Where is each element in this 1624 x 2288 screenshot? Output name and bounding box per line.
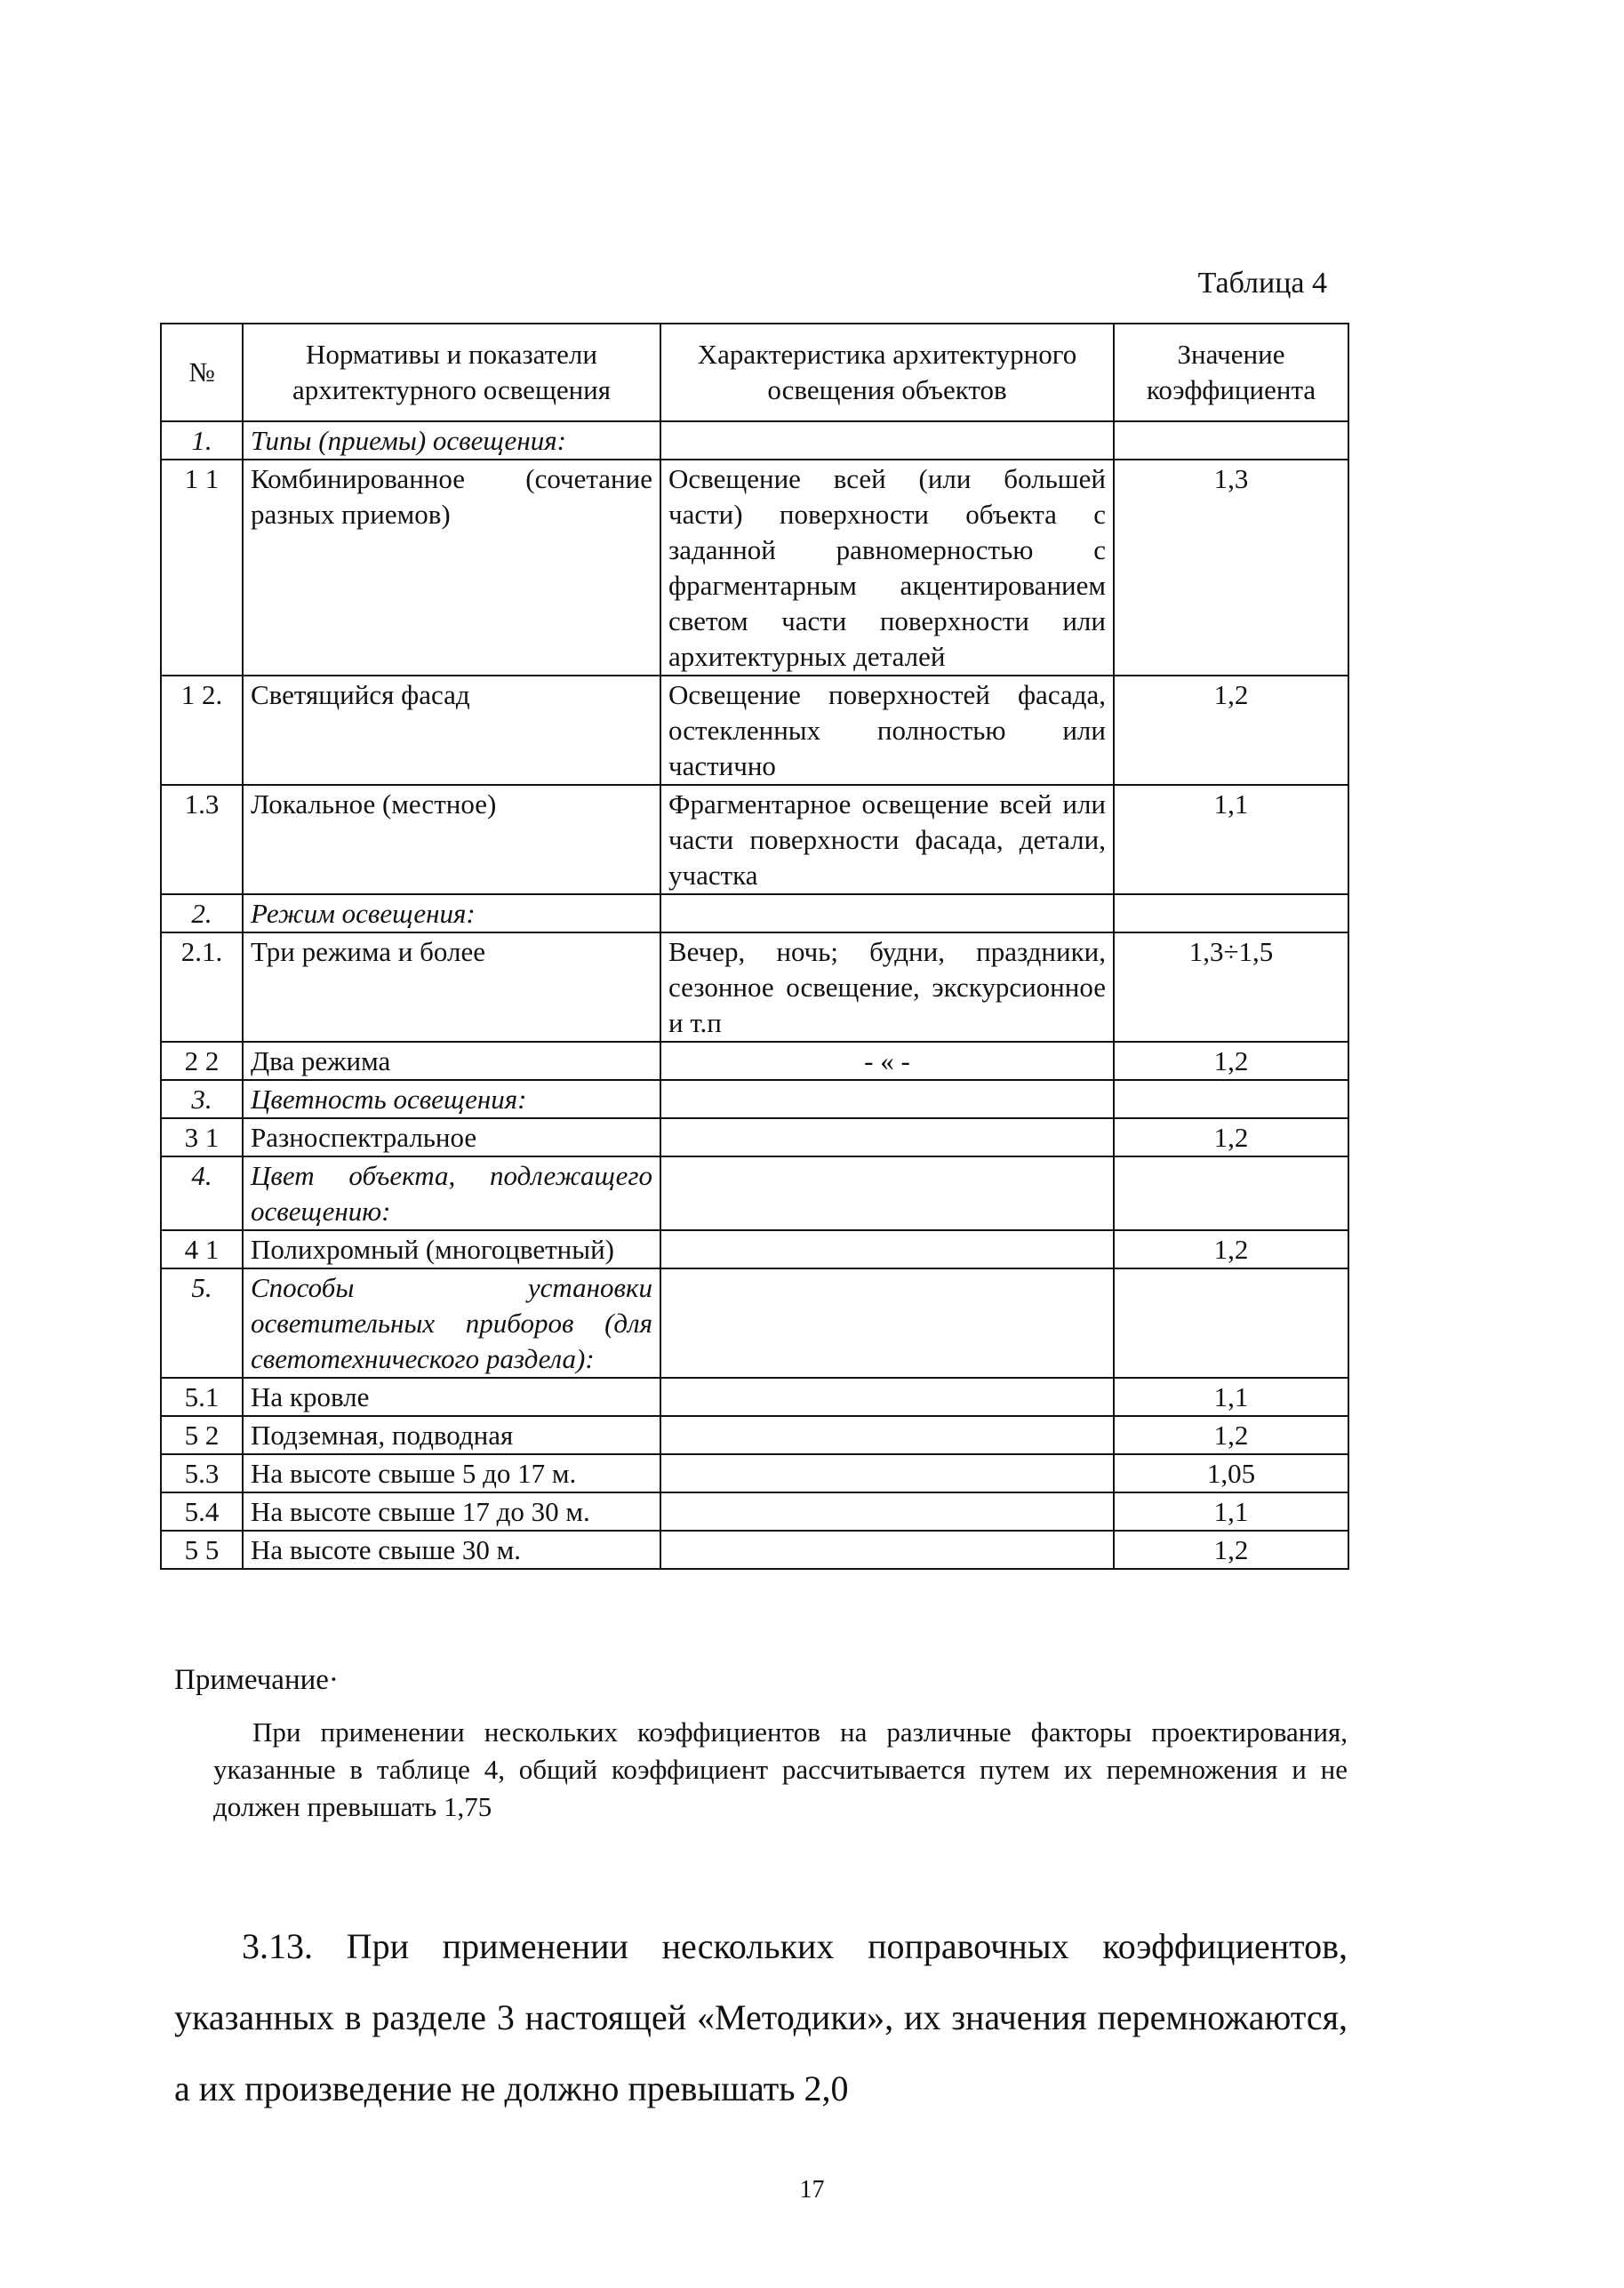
row-num: 5.3 [161, 1454, 243, 1492]
row-coef [1114, 1156, 1348, 1230]
row-num: 1 1 [161, 460, 243, 676]
row-desc: Освещение поверхностей фасада, остекленных полностью или частично [660, 676, 1114, 785]
header-num: № [161, 324, 243, 421]
table-row-section [161, 1156, 1348, 1230]
row-norm: На высоте свыше 5 до 17 м. [243, 1454, 660, 1492]
row-coef: 1,1 [1114, 1378, 1348, 1416]
row-desc [660, 1268, 1114, 1378]
row-coef: 1,2 [1114, 1118, 1348, 1156]
row-num: 1 2. [161, 676, 243, 785]
table-row [161, 1230, 1348, 1268]
row-coef [1114, 1268, 1348, 1378]
row-desc [660, 1531, 1114, 1569]
table-row [161, 676, 1348, 785]
row-norm: Цвет объекта, подлежащего освещению: [243, 1156, 660, 1230]
table-row [161, 1042, 1348, 1080]
row-desc [660, 1080, 1114, 1118]
table-caption: Таблица 4 [1197, 267, 1327, 300]
row-num: 5.4 [161, 1492, 243, 1531]
table-row-section [161, 421, 1348, 460]
header-coef: Значение коэффициента [1114, 324, 1348, 421]
row-num: 2 2 [161, 1042, 243, 1080]
row-norm: Режим освещения: [243, 894, 660, 932]
row-desc: Вечер, ночь; будни, праздники, сезонное освещение, экскурсионное и т.п [660, 932, 1114, 1042]
table-row [161, 1492, 1348, 1531]
row-coef: 1,1 [1114, 785, 1348, 894]
row-desc [660, 1156, 1114, 1230]
row-coef: 1,3 [1114, 460, 1348, 676]
row-norm: На высоте свыше 17 до 30 м. [243, 1492, 660, 1531]
table-row [161, 1118, 1348, 1156]
coefficients-table [160, 323, 1349, 1570]
table-row [161, 1531, 1348, 1569]
table-row [161, 785, 1348, 894]
row-desc: - « - [660, 1042, 1114, 1080]
row-coef: 1,3÷1,5 [1114, 932, 1348, 1042]
header-norm: Нормативы и показатели архитектурного освещения [243, 324, 660, 421]
row-norm: Типы (приемы) освещения: [243, 421, 660, 460]
row-norm: На высоте свыше 30 м. [243, 1531, 660, 1569]
row-desc: Фрагментарное освещение всей или части поверхности фасада, детали, участка [660, 785, 1114, 894]
row-coef [1114, 1080, 1348, 1118]
row-desc [660, 1230, 1114, 1268]
table-row [161, 460, 1348, 676]
table-row-section [161, 1268, 1348, 1378]
table-row [161, 932, 1348, 1042]
row-num: 4 1 [161, 1230, 243, 1268]
row-norm: Разноспектральное [243, 1118, 660, 1156]
row-num: 2. [161, 894, 243, 932]
row-desc [660, 1378, 1114, 1416]
row-norm: Комбинированное (сочетание разных приемов) [243, 460, 660, 676]
row-norm: Локальное (местное) [243, 785, 660, 894]
row-coef [1114, 894, 1348, 932]
row-num: 4. [161, 1156, 243, 1230]
row-desc [660, 421, 1114, 460]
row-desc [660, 1454, 1114, 1492]
row-norm: Светящийся фасад [243, 676, 660, 785]
row-norm: Подземная, подводная [243, 1416, 660, 1454]
table-row [161, 1454, 1348, 1492]
note-text: При применении нескольких коэффициентов на различные факторы проектирования, указанные в таблице 4, общий коэффициент рассчитывается путем их перемножения и не должен превышать 1,75 [213, 1716, 1348, 1822]
row-coef: 1,2 [1114, 1230, 1348, 1268]
row-coef [1114, 421, 1348, 460]
row-num: 1. [161, 421, 243, 460]
row-num: 1.3 [161, 785, 243, 894]
row-num: 5 5 [161, 1531, 243, 1569]
row-desc [660, 894, 1114, 932]
row-num: 5.1 [161, 1378, 243, 1416]
paragraph-3-13: 3.13. При применении нескольких поправочных коэффициентов, указанных в разделе 3 настоящей «Методики», их значения перемножаются, а их произведение не должно превышать 2,0 [174, 1926, 1348, 2108]
table-row [161, 1416, 1348, 1454]
row-coef: 1,05 [1114, 1454, 1348, 1492]
row-desc [660, 1118, 1114, 1156]
row-desc: Освещение всей (или большей части) поверхности объекта с заданной равномерностью с фрагментарным акцентированием светом части поверхности или архитектурных деталей [660, 460, 1114, 676]
header-desc: Характеристика архитектурного освещения объектов [660, 324, 1114, 421]
row-coef: 1,2 [1114, 1042, 1348, 1080]
row-norm: Три режима и более [243, 932, 660, 1042]
row-coef: 1,1 [1114, 1492, 1348, 1531]
row-norm: Полихромный (многоцветный) [243, 1230, 660, 1268]
table-row-section [161, 894, 1348, 932]
table-header-row [161, 324, 1348, 421]
row-num: 3. [161, 1080, 243, 1118]
page-number: 17 [799, 2176, 825, 2204]
row-num: 3 1 [161, 1118, 243, 1156]
row-num: 2.1. [161, 932, 243, 1042]
row-coef: 1,2 [1114, 1416, 1348, 1454]
table-row-section [161, 1080, 1348, 1118]
row-norm: На кровле [243, 1378, 660, 1416]
row-norm: Два режима [243, 1042, 660, 1080]
note-title: Примечание· [174, 1664, 339, 1696]
row-num: 5. [161, 1268, 243, 1378]
row-desc [660, 1416, 1114, 1454]
row-num: 5 2 [161, 1416, 243, 1454]
row-norm: Цветность освещения: [243, 1080, 660, 1118]
table-row [161, 1378, 1348, 1416]
row-coef: 1,2 [1114, 676, 1348, 785]
row-norm: Способы установки осветительных приборов (для светотехнического раздела): [243, 1268, 660, 1378]
row-coef: 1,2 [1114, 1531, 1348, 1569]
row-desc [660, 1492, 1114, 1531]
